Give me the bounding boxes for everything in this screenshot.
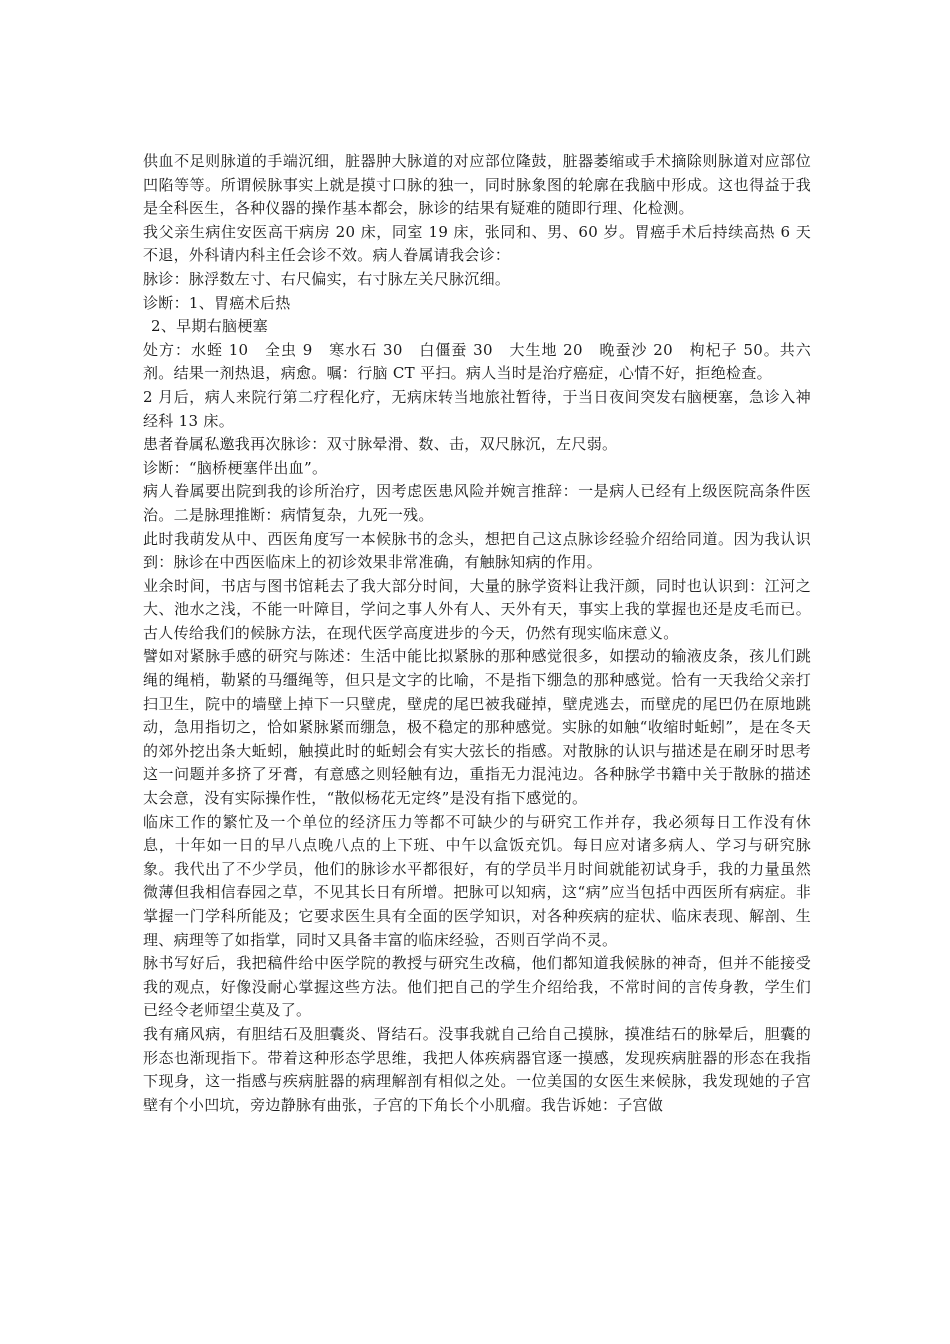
paragraph: 患者眷属私邀我再次脉诊：双寸脉晕滑、数、击，双尺脉沉，左尺弱。: [143, 435, 618, 454]
paragraph: 此时我萌发从中、西医角度写一本候脉书的念头，想把自己这点脉诊经验介绍给同道。因为我认识到：脉诊在中西医临床上的初诊效果非常准确，有触脉知病的作用。: [143, 529, 811, 572]
document-body: [143, 150, 811, 1117]
paragraph: 2、早期右脑梗塞: [151, 317, 268, 336]
paragraph: 脉书写好后，我把稿件给中医学院的教授与研究生改稿，他们都知道我候脉的神奇，但并不能接受我的观点，好像没耐心掌握这些方法。他们把自己的学生介绍给我，不常时间的言传身教，学生们已经令老师望尘莫及了。: [143, 954, 811, 1020]
paragraph: 2 月后，病人来院行第二疗程化疗，无病床转当地旅社暂待，于当日夜间突发右脑梗塞，急诊入神经科 13 床。: [143, 387, 811, 430]
paragraph: 诊断：“脑桥梗塞伴出血”。: [143, 458, 328, 477]
paragraph: 脉诊：脉浮数左寸、右尺偏实，右寸脉左关尺脉沉细。: [143, 269, 511, 288]
paragraph: 供血不足则脉道的手端沉细，脏器肿大脉道的对应部位隆鼓，脏器萎缩或手术摘除则脉道对应部位凹陷等等。所谓候脉事实上就是摸寸口脉的独一，同时脉象图的轮廓在我脑中形成。这也得益于我是全科医生，各种仪器的操作基本都会，脉诊的结果有疑难的随即行理、化检测。: [143, 152, 811, 218]
paragraph: 临床工作的繁忙及一个单位的经济压力等都不可缺少的与研究工作并存，我必须每日工作没有休息，十年如一日的早八点晚八点的上下班、中午以盒饭充饥。每日应对诸多病人、学习与研究脉象。我代出了不少学员，他们的脉诊水平都很好，有的学员半月时间就能初试身手，我的力量虽然微薄但我相信春园之草，不见其长日有所增。把脉可以知病，这“病”应当包括中西医所有病症。非掌握一门学科所能及；它要求医生具有全面的医学知识，对各种疾病的症状、临床表现、解剖、生理、病理等了如指掌，同时又具备丰富的临床经验，否则百学尚不灵。: [143, 812, 811, 949]
paragraph: 处方：水蛭 10 全虫 9 寒水石 30 白僵蚕 30 大生地 20 晚蚕沙 20 枸杞子 50。共六剂。结果一剂热退，病愈。嘱：行脑 CT 平扫。病人当时是治疗癌症，心情不好，拒绝检查。: [143, 340, 811, 383]
paragraph: 病人眷属要出院到我的诊所治疗，因考虑医患风险并婉言推辞：一是病人已经有上级医院高条件医治。二是脉理推断：病情复杂，九死一残。: [143, 482, 811, 524]
paragraph: 我父亲生病住安医高干病房 20 床，同室 19 床，张同和、男、60 岁。胃癌手术后持续高热 6 天不退，外科请内科主任会诊不效。病人眷属请我会诊：: [143, 222, 811, 265]
paragraph: 我有痛风病，有胆结石及胆囊炎、肾结石。没事我就自己给自己摸脉，摸准结石的脉晕后，胆囊的形态也渐现指下。带着这种形态学思维，我把人体疾病器官逐一摸感，发现疾病脏器的形态在我指下现身，这一指感与疾病脏器的病理解剖有相似之处。一位美国的女医生来候脉，我发现她的子宫壁有个小凹坑，旁边静脉有曲张，子宫的下角长个小肌瘤。我告诉她：子宫做: [143, 1024, 811, 1114]
paragraph: 诊断：1、胃癌术后热: [143, 293, 291, 312]
paragraph: 譬如对紧脉手感的研究与陈述：生活中能比拟紧脉的那种感觉很多，如摆动的输液皮条，孩儿们跳绳的绳梢，勒紧的马缰绳等，但只是文字的比喻，不是指下绷急的那种感觉。恰有一天我给父亲打扫卫生，院中的墙壁上掉下一只壁虎，壁虎的尾巴被我碰掉，壁虎逃去，而壁虎的尾巴仍在原地跳动，急用指切之，恰如紧脉紧而绷急，极不稳定的那种感觉。实脉的如触“收缩时蚯蚓”，是在冬天的郊外挖出条大蚯蚓，触摸此时的蚯蚓会有实大弦长的指感。对散脉的认识与描述是在刷牙时思考这一问题并多挤了牙膏，有意感之则轻触有边，重指无力混沌边。各种脉学书籍中关于散脉的描述太会意，没有实际操作性，“散似杨花无定终”是没有指下感觉的。: [143, 647, 811, 808]
paragraph: 业余时间，书店与图书馆耗去了我大部分时间，大量的脉学资料让我汗颜，同时也认识到：江河之大、池水之浅，不能一叶障目，学问之事人外有人、天外有天，事实上我的掌握也还是皮毛而已。古人传给我们的候脉方法，在现代医学高度进步的今天，仍然有现实临床意义。: [143, 576, 811, 642]
